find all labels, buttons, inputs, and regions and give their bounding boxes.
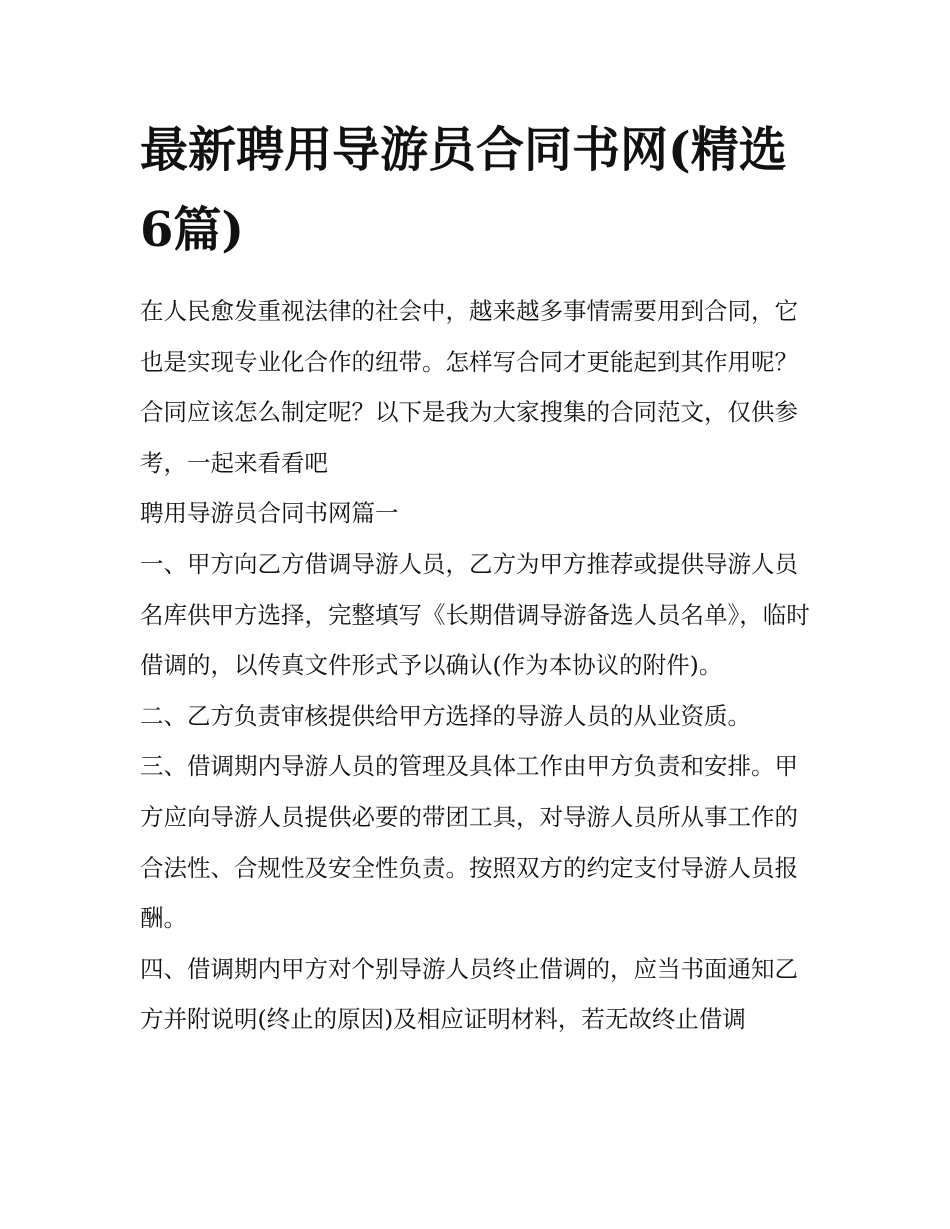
clause-4: 四、借调期内甲方对个别导游人员终止借调的，应当书面通知乙方并附说明(终止的原因)及相应证明材料，若无故终止借调 bbox=[140, 954, 798, 1034]
intro-paragraph: 在人民愈发重视法律的社会中，越来越多事情需要用到合同，它也是实现专业化合作的纽带。怎样写合同才更能起到其作用呢？合同应该怎么制定呢？以下是我为大家搜集的合同范文，仅供参考，一起来看看吧 bbox=[140, 297, 798, 477]
document-page bbox=[140, 110, 815, 1045]
clause-3: 三、借调期内导游人员的管理及具体工作由甲方负责和安排。甲方应向导游人员提供必要的带团工具，对导游人员所从事工作的合法性、合规性及安全性负责。按照双方的约定支付导游人员报酬。 bbox=[140, 752, 798, 933]
section-heading: 聘用导游员合同书网篇一 bbox=[140, 499, 399, 528]
document-title: 最新聘用导游员合同书网(精选6篇) bbox=[140, 122, 787, 258]
clause-1: 一、甲方向乙方借调导游人员，乙方为甲方推荐或提供导游人员名库供甲方选择，完整填写《长期借调导游备选人员名单》，临时借调的，以传真文件形式予以确认(作为本协议的附件)。 bbox=[140, 549, 810, 680]
clause-2: 二、乙方负责审核提供给甲方选择的导游人员的从业资质。 bbox=[140, 701, 751, 730]
